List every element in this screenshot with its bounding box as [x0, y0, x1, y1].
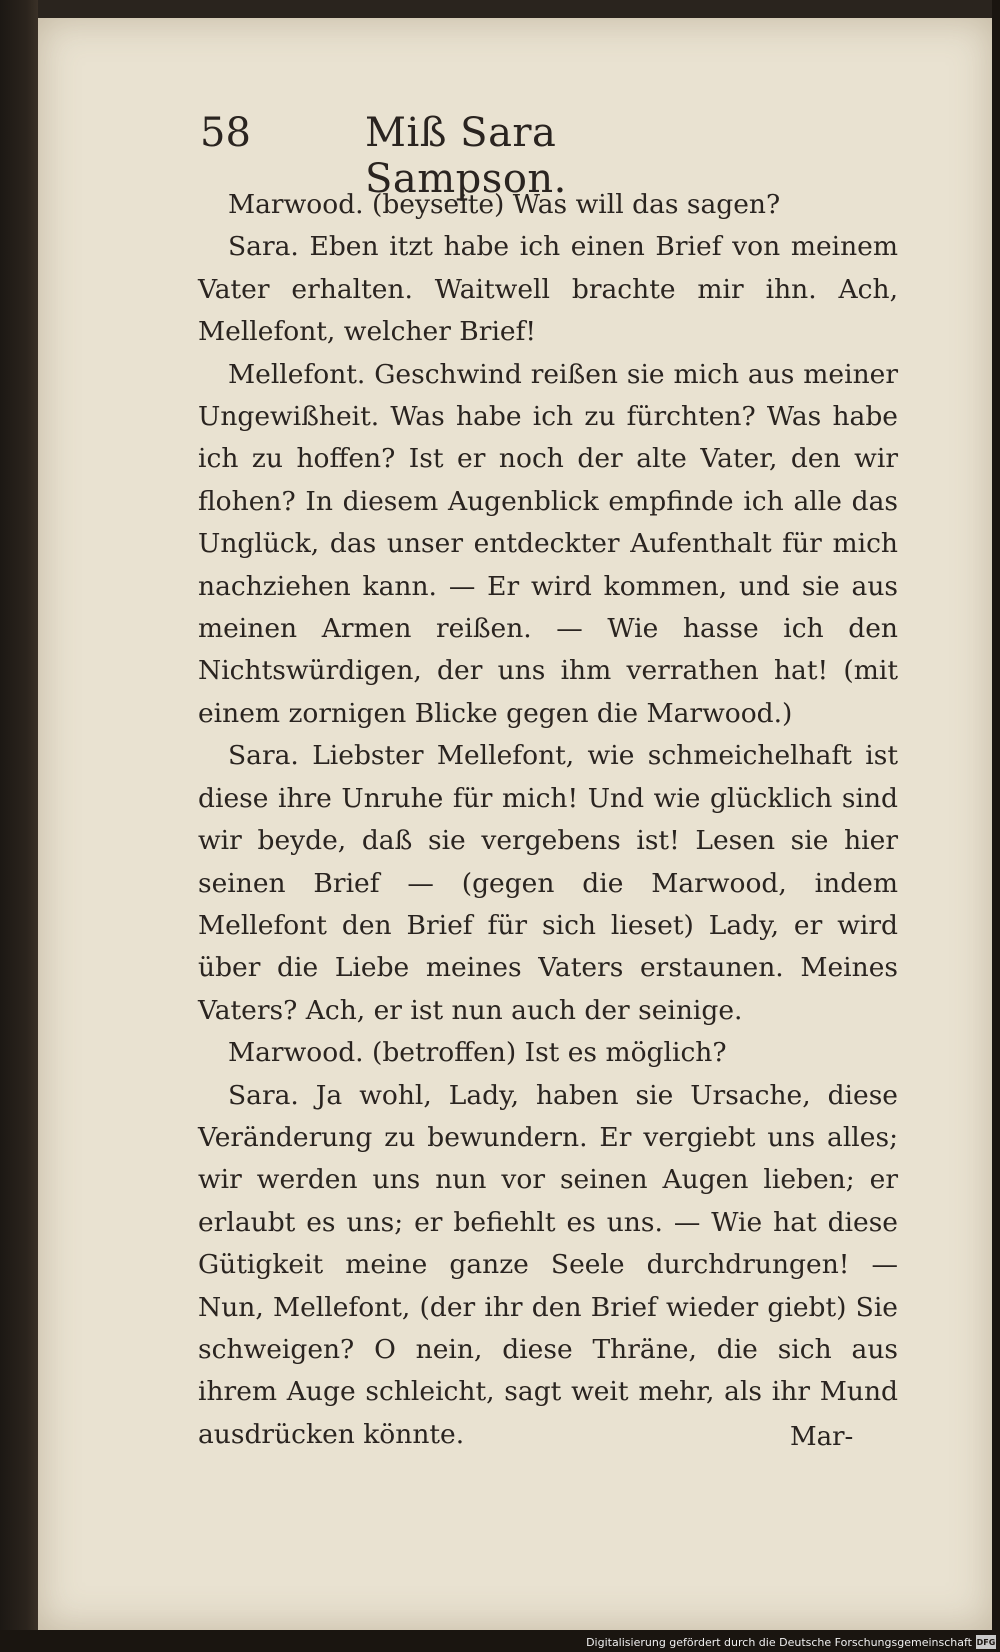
book-gutter — [0, 0, 38, 1652]
page-number: 58 — [200, 110, 251, 156]
catchword: Mar- — [790, 1422, 854, 1452]
paragraph: Sara. Ja wohl, Lady, haben sie Ursache, diese Veränderung zu bewundern. Er vergiebt uns alles; wir werden uns nun vor seinen Augen lieben; er erlaubt es uns; er befiehlt es uns. — Wie hat diese Gütigkeit meine ganze Seele durchdrungen! — Nun, Mellefont, (der ihr den Brief wieder giebt) Sie schweigen? O nein, diese Thräne, die sich aus ihrem Auge schleicht, sagt weit mehr, als ihr Mund ausdrücken könnte. — [198, 1079, 898, 1450]
paragraph: Mellefont. Geschwind reißen sie mich aus meiner Ungewißheit. Was habe ich zu fürchten? Was habe ich zu hoffen? Ist er noch der alte Vater, den wir flohen? In diesem Augenblick empfinde ich alle das Unglück, das unser entdeckter Aufenthalt für mich nachziehen kann. — Er wird kommen, und sie aus meinen Armen reißen. — Wie hasse ich den Nichtswürdigen, der uns ihm verrathen hat! (mit einem zornigen Blicke gegen die Marwood.) — [198, 358, 898, 729]
running-title: Miß Sara Sampson. — [365, 110, 567, 202]
page-header — [200, 110, 760, 202]
digitization-footer — [0, 1630, 1000, 1652]
body-text — [198, 184, 898, 1456]
paragraph: Marwood. (betroffen) Ist es möglich? — [228, 1037, 727, 1069]
paragraph: Sara. Eben itzt habe ich einen Brief von meinem Vater erhalten. Waitwell brachte mir ihn. Ach, Mellefont, welcher Brief! — [198, 231, 898, 348]
paragraph: Sara. Liebster Mellefont, wie schmeichelhaft ist diese ihre Unruhe für mich! Und wie glücklich sind wir beyde, daß sie vergebens ist! Lesen sie hier seinen Brief — (gegen die Marwood, indem Mellefont den Brief für sich lieset) Lady, er wird über die Liebe meines Vaters erstaunen. Meines Vaters? Ach, er ist nun auch der seinige. — [198, 740, 898, 1026]
page-edge-shadow — [992, 0, 1000, 1652]
paragraph: Marwood. (beyseite) Was will das sagen? — [228, 189, 781, 220]
dfg-logo-icon: DFG — [976, 1635, 996, 1649]
footer-credit: Digitalisierung gefördert durch die Deutsche Forschungsgemeinschaft — [586, 1636, 972, 1649]
